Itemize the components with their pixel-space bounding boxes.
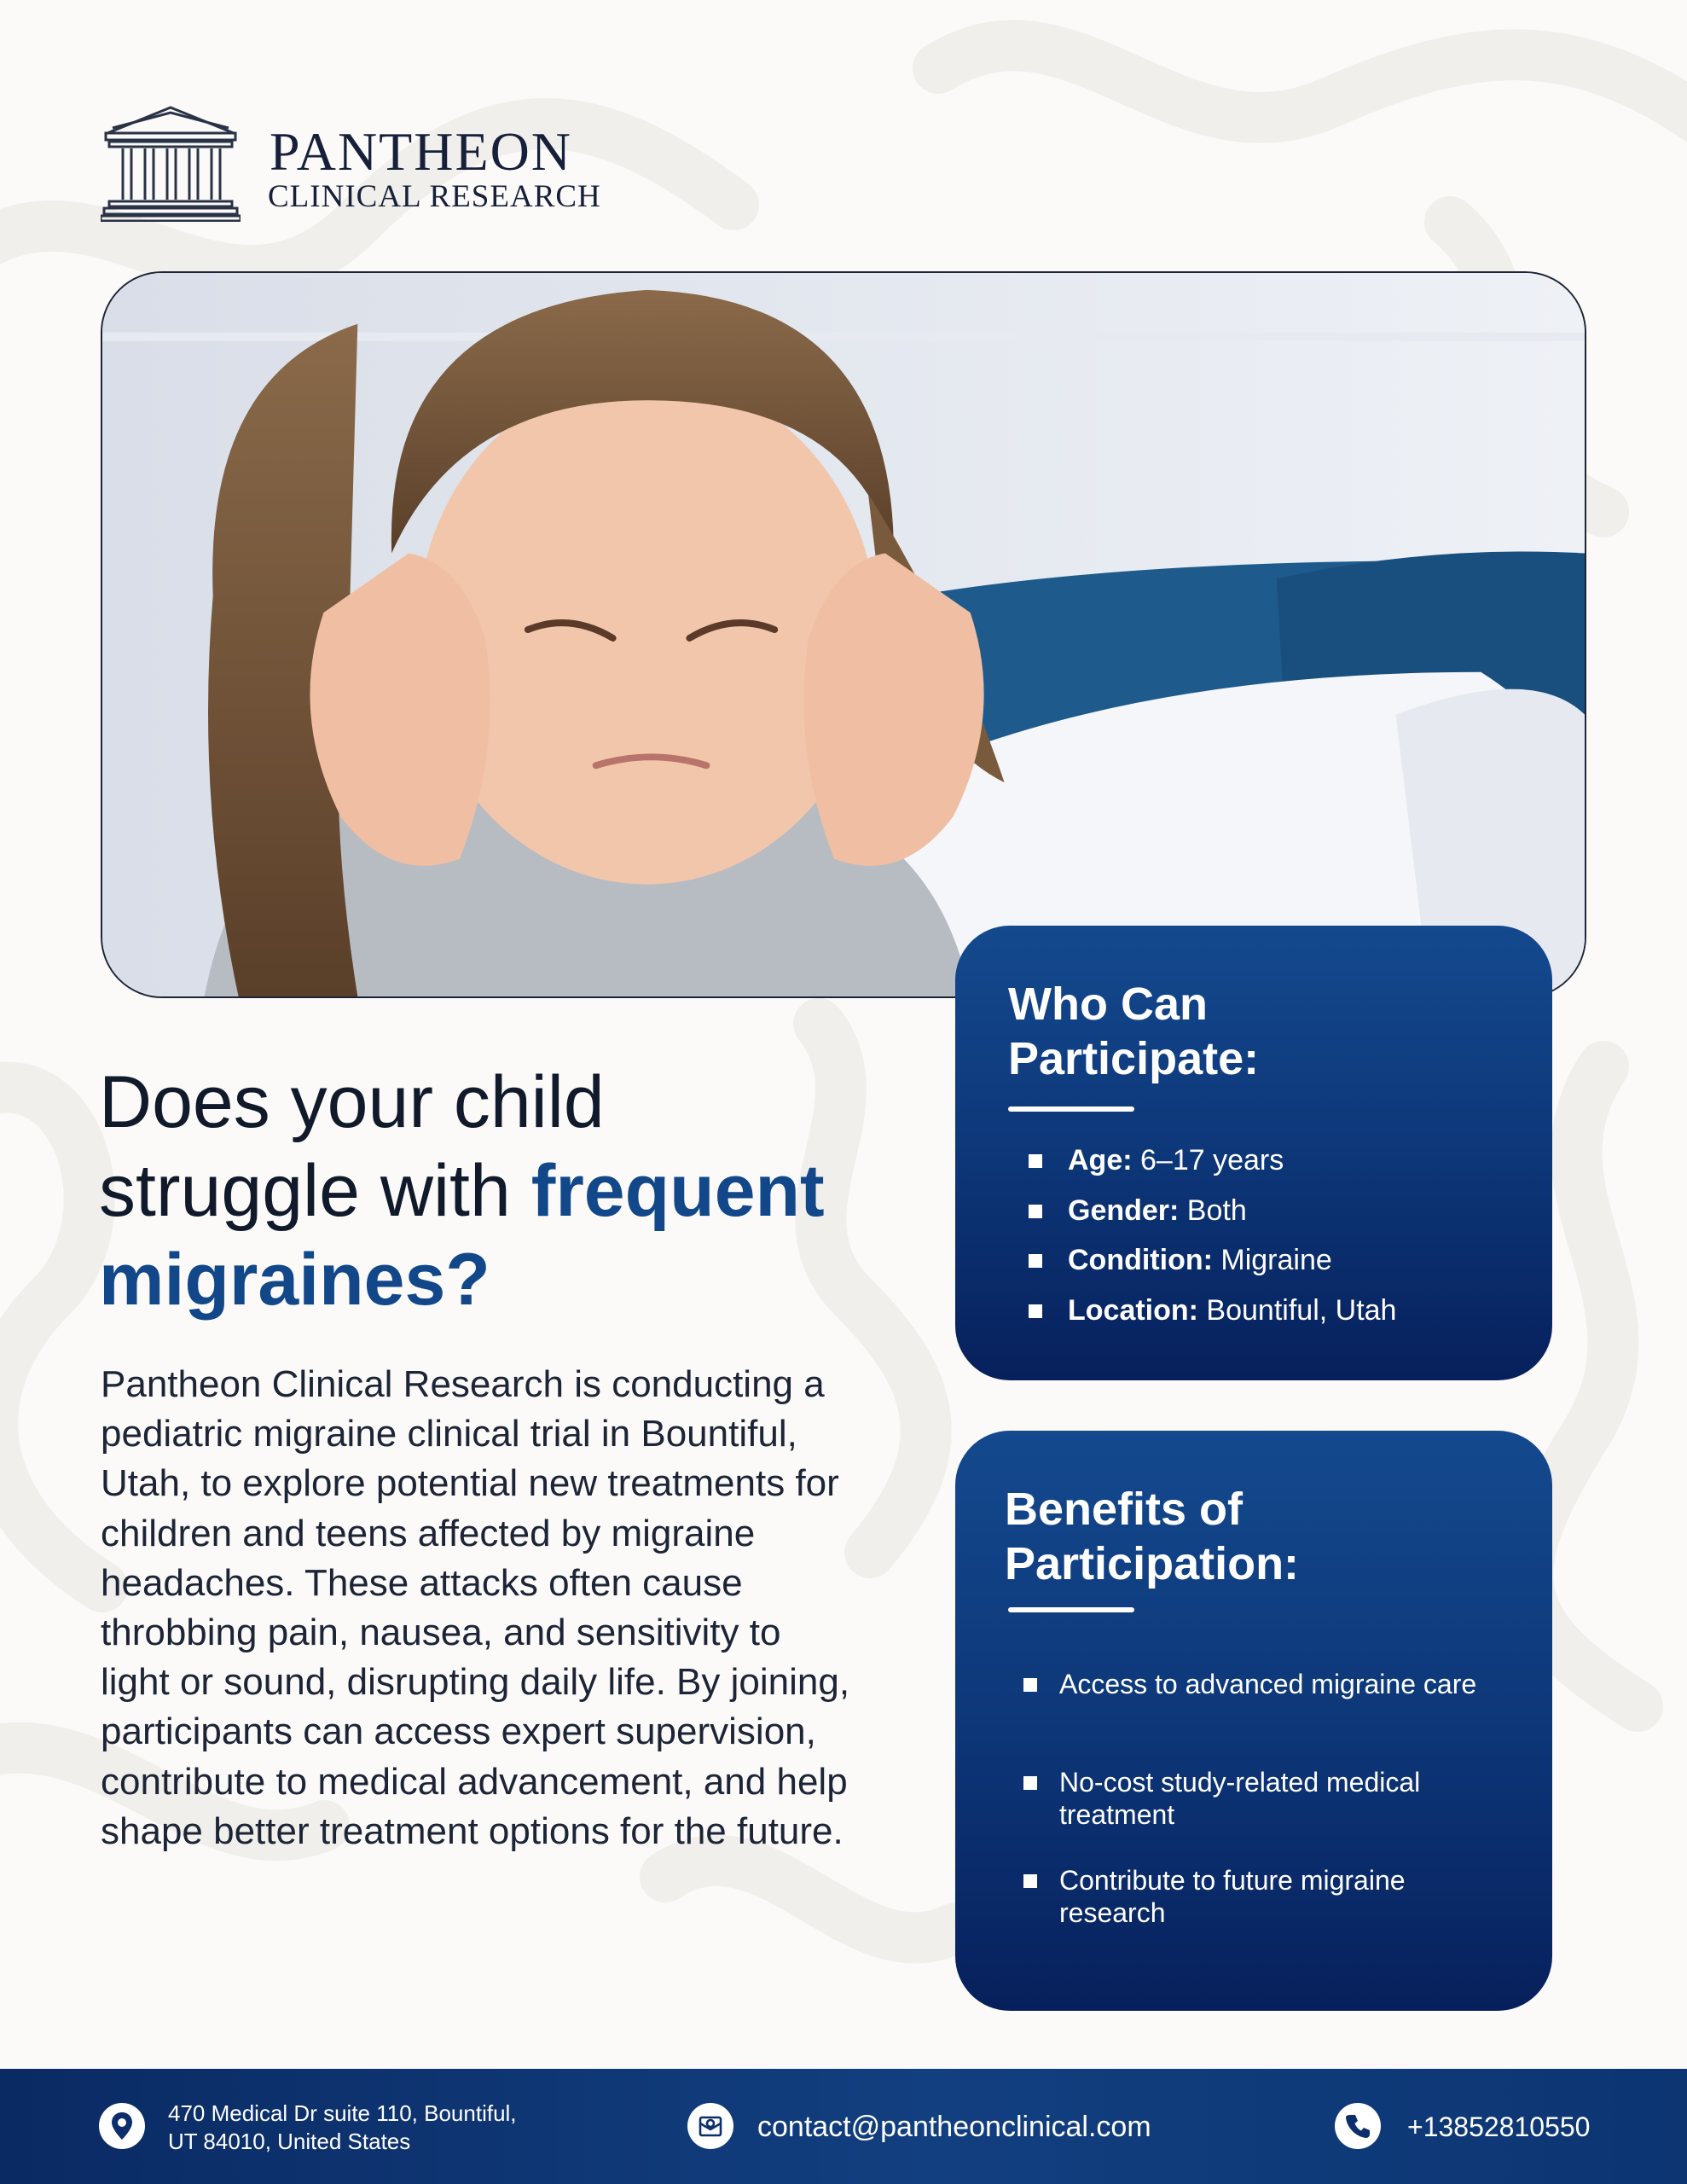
benefits-title-line-1: Benefits of (1005, 1484, 1244, 1535)
bullet-square (1023, 1874, 1037, 1888)
benefit-text: Access to advanced migraine care (1059, 1669, 1477, 1699)
phone-icon (1335, 2103, 1381, 2149)
eligibility-list (1029, 1136, 1396, 1335)
child-with-headache-photo (101, 271, 1586, 998)
footer-phone-link[interactable]: +13852810550 (1407, 2111, 1591, 2142)
address-line-2: UT 84010, United States (168, 2129, 411, 2154)
benefits-title-line-2: Participation: (1005, 1538, 1300, 1589)
address-line-1: 470 Medical Dr suite 110, Bountiful, (168, 2100, 517, 2126)
eligibility-item-condition (1029, 1235, 1396, 1286)
item-label: Location: (1068, 1293, 1198, 1327)
envelope-icon (687, 2103, 733, 2149)
benefit-text: No-cost study-related medical treatment (1059, 1767, 1421, 1830)
bullet-square (1029, 1154, 1042, 1168)
headline-highlight-frequent: frequent (530, 1150, 825, 1232)
item-value: Migraine (1212, 1244, 1332, 1277)
footer-email-link[interactable]: contact@pantheonclinical.com (757, 2111, 1151, 2143)
headline-line-2: struggle with (99, 1150, 531, 1232)
headline-line-1: Does your child (99, 1061, 605, 1143)
headline (99, 1058, 960, 1324)
contact-footer (0, 2069, 1687, 2184)
headline-highlight-migraines: migraines? (99, 1239, 490, 1321)
eligibility-item-gender (1029, 1186, 1396, 1236)
benefits-card (955, 1431, 1552, 2011)
pantheon-temple-icon (101, 104, 241, 222)
item-value: 6–17 years (1132, 1144, 1284, 1176)
item-value: Bountiful, Utah (1197, 1293, 1397, 1327)
benefits-card-title (1005, 1482, 1299, 1591)
item-label: Condition: (1068, 1244, 1213, 1277)
item-label: Gender: (1068, 1194, 1180, 1227)
item-label: Age: (1068, 1144, 1133, 1176)
item-value: Both (1179, 1194, 1247, 1227)
footer-address (168, 2100, 517, 2156)
benefit-text: Contribute to future migraine research (1059, 1865, 1406, 1928)
benefit-item (1023, 1668, 1518, 1766)
who-card-title (1008, 977, 1259, 1086)
bullet-square (1023, 1678, 1037, 1692)
title-underline (1008, 1107, 1134, 1112)
who-can-participate-card (955, 926, 1552, 1380)
bullet-square (1029, 1304, 1042, 1318)
title-underline (1008, 1607, 1134, 1612)
eligibility-item-location (1029, 1286, 1396, 1336)
bullet-square (1029, 1205, 1042, 1218)
benefit-item (1023, 1766, 1518, 1864)
who-title-line-1: Who Can (1008, 979, 1208, 1030)
who-title-line-2: Participate: (1008, 1033, 1260, 1084)
benefits-list (1023, 1668, 1518, 1962)
benefit-item (1023, 1864, 1518, 1962)
brand-name: PANTHEON (270, 121, 572, 182)
body-paragraph: Pantheon Clinical Research is conducting a pediatric migraine clinical trial in Bountiful, Utah, to explore potential new treatments for children and teens affected by migraine headaches. These attacks often cause throbbing pain, nausea, and sensitivity to light or sound, disrupting daily life. By joining, participants can access expert supervision, contribute to medical advancement, and help shape better treatment options for the future. (101, 1363, 850, 1852)
brand-logo (101, 104, 601, 224)
brand-subtitle: CLINICAL RESEARCH (268, 179, 601, 214)
bullet-square (1029, 1254, 1042, 1268)
eligibility-item-age (1029, 1136, 1396, 1186)
bullet-square (1023, 1776, 1037, 1790)
location-pin-icon (99, 2103, 145, 2149)
